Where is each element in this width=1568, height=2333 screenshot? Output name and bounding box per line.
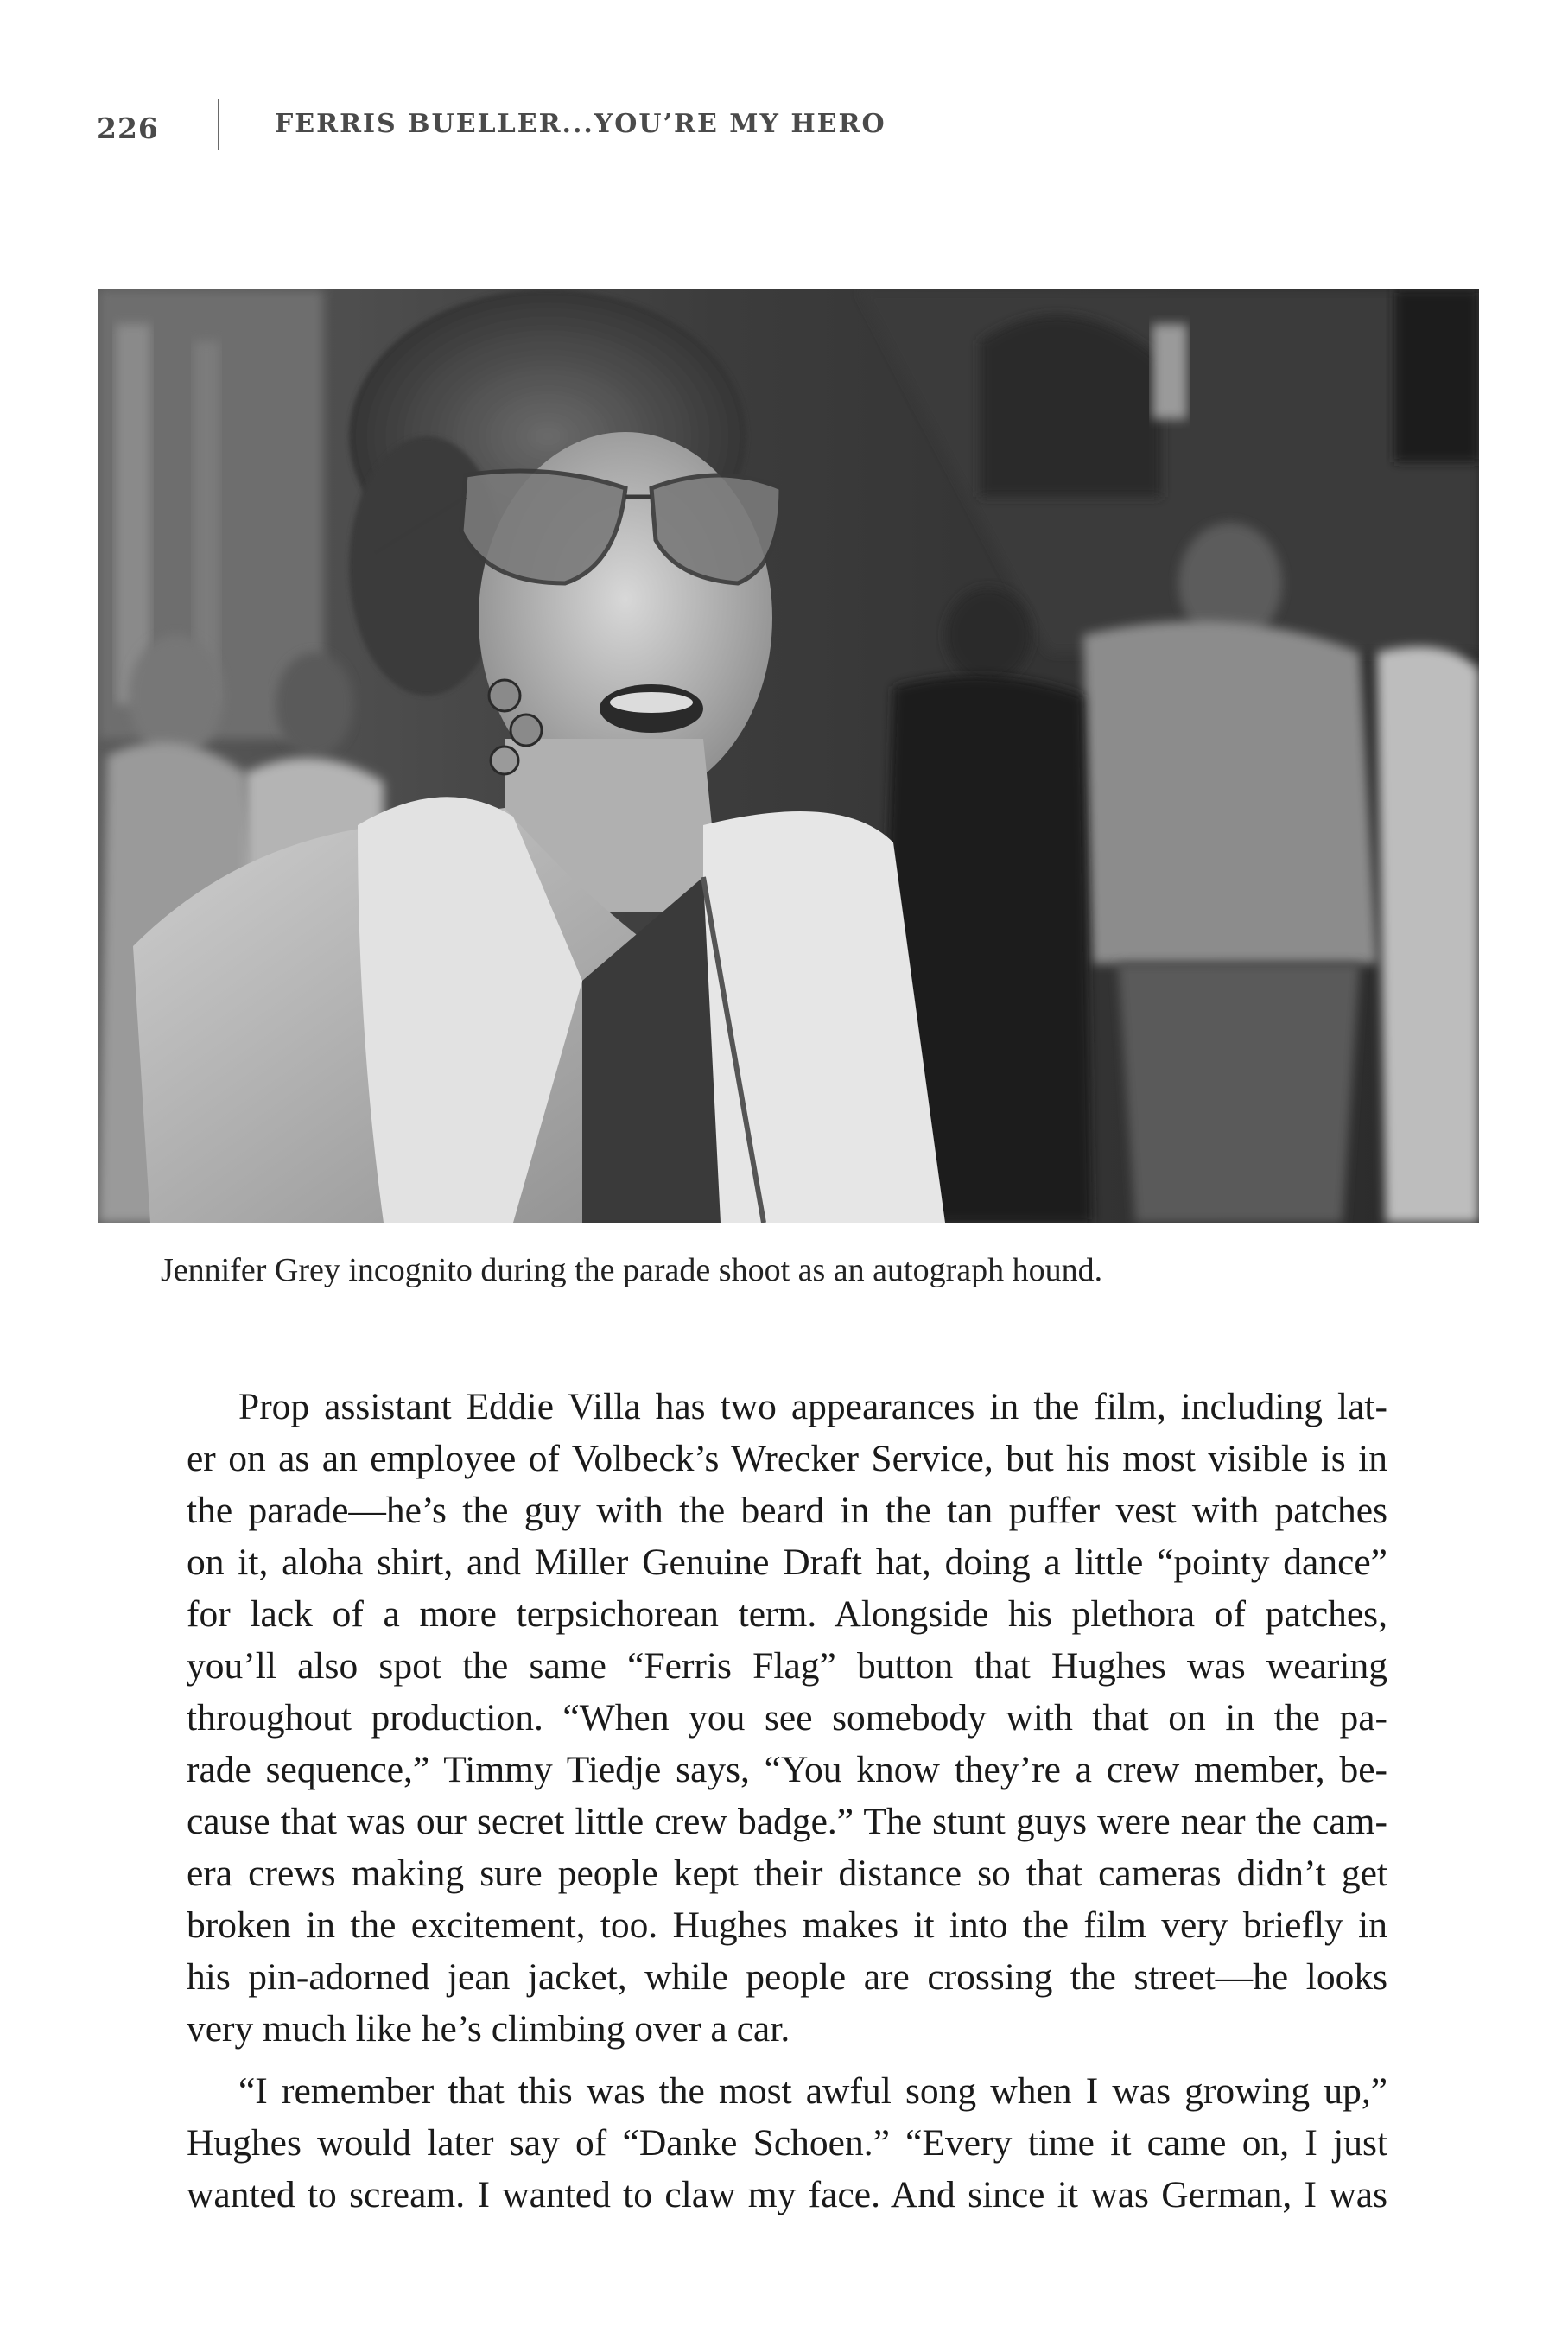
- book-title: FERRIS BUELLER...YOU’RE MY HERO: [275, 109, 886, 139]
- text-line: the parade—he’s the guy with the beard in the tan puffer vest with patches: [187, 1490, 1387, 1531]
- text-line: cause that was our secret little crew badge.” The stunt guys were near the cam-: [187, 1801, 1387, 1842]
- photograph: [98, 289, 1479, 1223]
- page-number: 226: [97, 111, 159, 145]
- running-head: [97, 102, 886, 154]
- text-line: for lack of a more terpsichorean term. Alongside his plethora of patches,: [187, 1593, 1387, 1635]
- text-line: throughout production. “When you see somebody with that on in the pa-: [187, 1697, 1387, 1739]
- figure-caption: Jennifer Grey incognito during the parade shoot as an autograph hound.: [161, 1252, 1103, 1288]
- body-text: [187, 1381, 1387, 2231]
- text-line: Prop assistant Eddie Villa has two appearances in the film, including lat-: [238, 1386, 1387, 1427]
- text-line: wanted to scream. I wanted to claw my face. And since it was German, I was: [187, 2174, 1387, 2215]
- paragraph: [187, 2065, 1387, 2221]
- text-line: Hughes would later say of “Danke Schoen.” “Every time it came on, I just: [187, 2122, 1387, 2164]
- text-line: you’ll also spot the same “Ferris Flag” button that Hughes was wearing: [187, 1645, 1387, 1687]
- text-line: broken in the excitement, too. Hughes makes it into the film very briefly in: [187, 1904, 1387, 1946]
- text-line: rade sequence,” Timmy Tiedje says, “You know they’re a crew member, be-: [187, 1749, 1387, 1790]
- text-line: er on as an employee of Volbeck’s Wrecker Service, but his most visible is in: [187, 1438, 1387, 1479]
- text-line: era crews making sure people kept their distance so that cameras didn’t get: [187, 1853, 1387, 1894]
- text-line: on it, aloha shirt, and Miller Genuine Draft hat, doing a little “pointy dance”: [187, 1542, 1387, 1583]
- photo-illustration: [98, 289, 1479, 1223]
- text-line: his pin-adorned jean jacket, while people are crossing the street—he looks: [187, 1956, 1387, 1998]
- text-line: very much like he’s climbing over a car.: [187, 2008, 790, 2050]
- header-divider: [218, 99, 219, 150]
- text-line: “I remember that this was the most awful song when I was growing up,”: [238, 2070, 1387, 2112]
- paragraph: [187, 1381, 1387, 2055]
